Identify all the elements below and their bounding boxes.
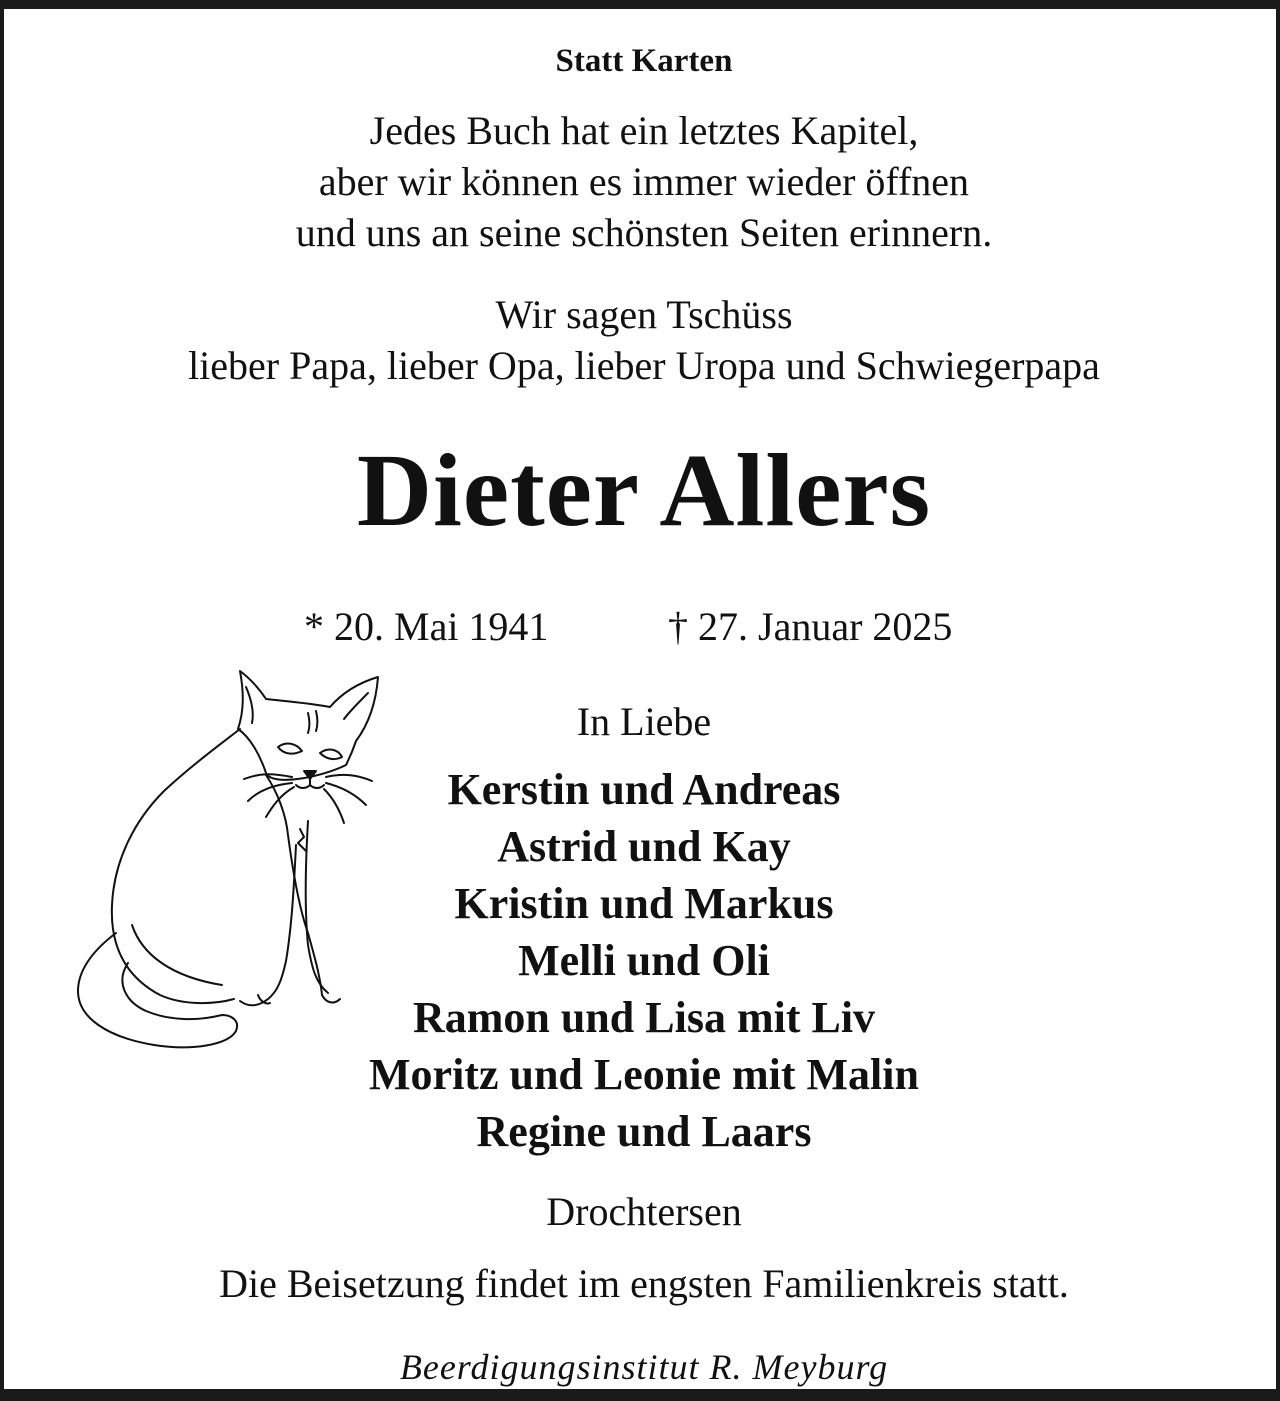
farewell: [4, 289, 1280, 391]
verse-line: und uns an seine schönsten Seiten erinnern.: [295, 210, 993, 255]
verse-line: aber wir können es immer wieder öffnen: [318, 159, 970, 204]
death-date: † 27. Januar 2025: [668, 604, 953, 649]
family-member: Astrid und Kay: [497, 822, 791, 871]
farewell-line: Wir sagen Tschüss: [495, 292, 793, 337]
family-member: Ramon und Lisa mit Liv: [412, 993, 876, 1042]
in-love-label: In Liebe: [576, 699, 712, 744]
farewell-line: lieber Papa, lieber Opa, lieber Uropa und Schwiegerpapa: [188, 343, 1100, 388]
family-member: Moritz und Leonie mit Malin: [369, 1050, 919, 1099]
deceased-name: Dieter Allers: [356, 433, 932, 548]
family-member: Kristin und Markus: [454, 879, 834, 928]
family-member: Melli und Oli: [518, 936, 770, 985]
place: Drochtersen: [546, 1189, 742, 1234]
verse: [4, 105, 1280, 258]
family-list: [4, 761, 1280, 1160]
family-member: Kerstin und Andreas: [447, 765, 841, 814]
birth-date: * 20. Mai 1941: [304, 604, 549, 649]
header-statt-karten: Statt Karten: [555, 43, 733, 79]
funeral-home: Beerdigungsinstitut R. Meyburg: [399, 1347, 889, 1387]
family-member: Regine und Laars: [476, 1107, 812, 1156]
verse-line: Jedes Buch hat ein letztes Kapitel,: [369, 108, 919, 153]
burial-note: Die Beisetzung findet im engsten Familienkreis statt.: [219, 1261, 1069, 1306]
